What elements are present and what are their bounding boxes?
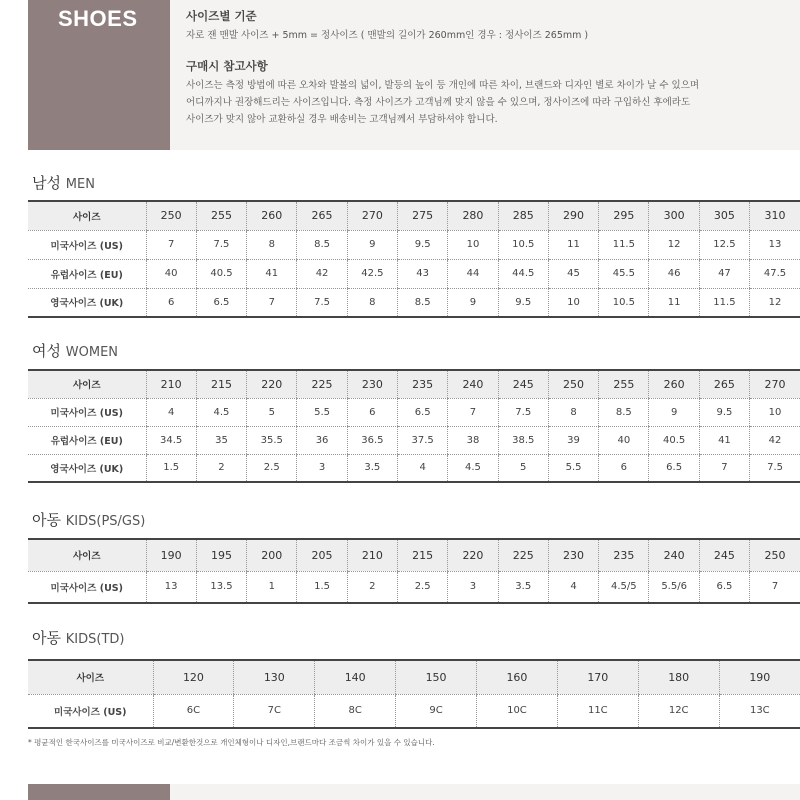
size-header-cell: 120 [153, 660, 234, 694]
size-value-cell: 13C [719, 694, 800, 728]
size-header-cell: 260 [649, 370, 699, 398]
women-title-ko: 여성 [32, 342, 61, 360]
size-value-cell: 1 [247, 571, 297, 603]
row-label: 사이즈 [28, 660, 153, 694]
size-value-cell: 7 [750, 571, 800, 603]
size-value-cell: 3.5 [498, 571, 548, 603]
size-header-cell: 280 [448, 201, 498, 230]
size-standard-title: 사이즈별 기준 [186, 9, 257, 23]
kids-td-section-title [32, 627, 124, 648]
size-header-cell: 150 [396, 660, 477, 694]
size-header-cell: 255 [196, 201, 246, 230]
size-value-cell: 34.5 [146, 426, 196, 454]
table-row [28, 201, 800, 230]
size-header-cell: 225 [297, 370, 347, 398]
kids-psgs-title-ko: 아동 [32, 511, 61, 529]
size-value-cell: 4.5/5 [599, 571, 649, 603]
size-header-cell: 240 [649, 539, 699, 571]
women-size-table [28, 369, 800, 483]
size-value-cell: 10 [448, 230, 498, 259]
size-value-cell: 2.5 [247, 454, 297, 482]
size-header-cell: 250 [750, 539, 800, 571]
size-value-cell: 10 [750, 398, 800, 426]
size-value-cell: 40 [146, 259, 196, 288]
size-value-cell: 11 [548, 230, 598, 259]
size-value-cell: 10.5 [498, 230, 548, 259]
size-header-cell: 235 [398, 370, 448, 398]
size-value-cell: 11C [557, 694, 638, 728]
kids-psgs-section-title [32, 509, 145, 530]
size-value-cell: 9C [396, 694, 477, 728]
size-value-cell: 4 [398, 454, 448, 482]
size-value-cell: 3.5 [347, 454, 397, 482]
purchase-notes-line-2: 어디까지나 권장해드리는 사이즈입니다. 측정 사이즈가 고객님께 맞지 않을 수 있으며, 정사이즈에 따라 구입하신 후에라도 [186, 97, 691, 108]
row-label: 사이즈 [28, 201, 146, 230]
size-value-cell: 6 [146, 288, 196, 317]
row-label: 사이즈 [28, 539, 146, 571]
size-value-cell: 5.5 [548, 454, 598, 482]
purchase-notes-text [186, 77, 786, 128]
size-header-cell: 210 [146, 370, 196, 398]
size-value-cell: 7.5 [297, 288, 347, 317]
size-header-cell: 205 [297, 539, 347, 571]
size-value-cell: 35.5 [247, 426, 297, 454]
table-row [28, 426, 800, 454]
women-title-en: WOMEN [65, 345, 119, 360]
table-row [28, 398, 800, 426]
size-value-cell: 10.5 [599, 288, 649, 317]
size-value-cell: 41 [699, 426, 749, 454]
size-value-cell: 13.5 [196, 571, 246, 603]
table-row [28, 288, 800, 317]
size-value-cell: 41 [247, 259, 297, 288]
size-value-cell: 45 [548, 259, 598, 288]
size-header-cell: 220 [448, 539, 498, 571]
size-value-cell: 10 [548, 288, 598, 317]
size-value-cell: 6.5 [398, 398, 448, 426]
size-header-cell: 140 [315, 660, 396, 694]
size-value-cell: 8.5 [398, 288, 448, 317]
size-guide-header [28, 0, 800, 150]
size-value-cell: 10C [477, 694, 558, 728]
size-header-cell: 250 [548, 370, 598, 398]
size-value-cell: 42 [297, 259, 347, 288]
size-value-cell: 3 [297, 454, 347, 482]
size-value-cell: 42 [750, 426, 800, 454]
size-value-cell: 2.5 [398, 571, 448, 603]
size-value-cell: 8 [548, 398, 598, 426]
size-value-cell: 12 [750, 288, 800, 317]
table-row [28, 539, 800, 571]
size-header-cell: 250 [146, 201, 196, 230]
size-value-cell: 11.5 [599, 230, 649, 259]
size-header-cell: 240 [448, 370, 498, 398]
size-value-cell: 5 [247, 398, 297, 426]
size-header-cell: 130 [234, 660, 315, 694]
row-label: 사이즈 [28, 370, 146, 398]
size-header-cell: 190 [146, 539, 196, 571]
size-header-cell: 170 [557, 660, 638, 694]
size-value-cell: 4.5 [448, 454, 498, 482]
size-value-cell: 47 [699, 259, 749, 288]
size-header-cell: 215 [398, 539, 448, 571]
size-value-cell: 7 [699, 454, 749, 482]
header-info [186, 8, 786, 128]
size-header-cell: 245 [699, 539, 749, 571]
table-row [28, 259, 800, 288]
size-value-cell: 9 [347, 230, 397, 259]
size-value-cell: 6 [347, 398, 397, 426]
size-value-cell: 5.5/6 [649, 571, 699, 603]
size-value-cell: 9.5 [398, 230, 448, 259]
size-value-cell: 12 [649, 230, 699, 259]
size-standard-text: 자로 잰 맨발 사이즈 + 5mm = 정사이즈 ( 맨발의 길이가 260mm인 경우 : 정사이즈 265mm ) [186, 30, 589, 41]
size-value-cell: 5.5 [297, 398, 347, 426]
size-value-cell: 13 [146, 571, 196, 603]
size-header-cell: 160 [477, 660, 558, 694]
size-value-cell: 6.5 [196, 288, 246, 317]
kids-td-title-en: KIDS(TD) [65, 632, 125, 647]
size-header-cell: 265 [699, 370, 749, 398]
size-value-cell: 36.5 [347, 426, 397, 454]
brand-box [28, 0, 170, 150]
size-header-cell: 180 [638, 660, 719, 694]
size-value-cell: 4.5 [196, 398, 246, 426]
size-header-cell: 230 [347, 370, 397, 398]
size-value-cell: 7.5 [750, 454, 800, 482]
row-label: 미국사이즈 (US) [28, 230, 146, 259]
row-label: 유럽사이즈 (EU) [28, 259, 146, 288]
size-value-cell: 6.5 [649, 454, 699, 482]
size-value-cell: 46 [649, 259, 699, 288]
size-value-cell: 6C [153, 694, 234, 728]
purchase-notes-line-3: 사이즈가 맞지 않아 교환하실 경우 배송비는 고객님께서 부담하셔야 합니다. [186, 114, 498, 125]
size-value-cell: 6 [599, 454, 649, 482]
size-header-cell: 190 [719, 660, 800, 694]
size-value-cell: 2 [347, 571, 397, 603]
bottom-brand-box [28, 784, 170, 800]
size-value-cell: 42.5 [347, 259, 397, 288]
size-value-cell: 9.5 [699, 398, 749, 426]
size-value-cell: 7C [234, 694, 315, 728]
size-value-cell: 12C [638, 694, 719, 728]
row-label: 영국사이즈 (UK) [50, 298, 124, 310]
size-value-cell: 38 [448, 426, 498, 454]
size-value-cell: 5 [498, 454, 548, 482]
size-value-cell: 38.5 [498, 426, 548, 454]
size-value-cell: 36 [297, 426, 347, 454]
size-header-cell: 275 [398, 201, 448, 230]
size-value-cell: 13 [750, 230, 800, 259]
size-value-cell: 11.5 [699, 288, 749, 317]
size-header-cell: 225 [498, 539, 548, 571]
size-value-cell: 40.5 [196, 259, 246, 288]
size-value-cell: 11 [649, 288, 699, 317]
size-header-cell: 300 [649, 201, 699, 230]
size-header-cell: 295 [599, 201, 649, 230]
row-label: 유럽사이즈 (EU) [28, 426, 146, 454]
size-value-cell: 45.5 [599, 259, 649, 288]
size-value-cell: 6.5 [699, 571, 749, 603]
size-value-cell: 8C [315, 694, 396, 728]
size-value-cell: 4 [548, 571, 598, 603]
size-header-cell: 215 [196, 370, 246, 398]
size-value-cell: 47.5 [750, 259, 800, 288]
brand-title: SHOES [58, 6, 138, 31]
size-value-cell: 1.5 [297, 571, 347, 603]
size-value-cell: 7.5 [498, 398, 548, 426]
size-header-cell: 270 [347, 201, 397, 230]
size-value-cell: 7 [146, 230, 196, 259]
size-header-cell: 195 [196, 539, 246, 571]
table-row [28, 370, 800, 398]
table-row [28, 571, 800, 603]
size-value-cell: 7 [448, 398, 498, 426]
size-header-cell: 220 [247, 370, 297, 398]
table-row [28, 660, 800, 694]
kids-psgs-title-en: KIDS(PS/GS) [65, 514, 146, 529]
size-value-cell: 9 [649, 398, 699, 426]
size-value-cell: 43 [398, 259, 448, 288]
women-section-title [32, 340, 118, 361]
men-title-en: MEN [65, 177, 95, 192]
size-header-cell: 200 [247, 539, 297, 571]
kids-psgs-size-table [28, 538, 800, 604]
size-value-cell: 8.5 [297, 230, 347, 259]
footnote: * 평균적인 한국사이즈를 미국사이즈로 비교/변환한것으로 개인체형이나 디자인,브랜드마다 조금씩 차이가 있을 수 있습니다. [28, 738, 435, 747]
size-header-cell: 230 [548, 539, 598, 571]
size-value-cell: 1.5 [146, 454, 196, 482]
size-value-cell: 4 [146, 398, 196, 426]
row-label: 미국사이즈 (US) [54, 706, 127, 718]
size-header-cell: 305 [699, 201, 749, 230]
kids-td-title-ko: 아동 [32, 629, 61, 647]
size-value-cell: 2 [196, 454, 246, 482]
size-value-cell: 7 [247, 288, 297, 317]
row-label: 미국사이즈 (US) [50, 582, 123, 594]
size-value-cell: 35 [196, 426, 246, 454]
row-label: 영국사이즈 (UK) [50, 463, 124, 475]
table-row [28, 454, 800, 482]
size-value-cell: 9 [448, 288, 498, 317]
size-value-cell: 40.5 [649, 426, 699, 454]
size-header-cell: 265 [297, 201, 347, 230]
men-title-ko: 남성 [32, 174, 61, 192]
size-value-cell: 40 [599, 426, 649, 454]
purchase-notes-line-1: 사이즈는 측정 방법에 따른 오차와 발볼의 넓이, 발등의 높이 등 개인에 따른 차이, 브랜드와 디자인 별로 차이가 날 수 있으며 [186, 80, 700, 91]
size-value-cell: 8 [347, 288, 397, 317]
size-header-cell: 255 [599, 370, 649, 398]
size-header-cell: 285 [498, 201, 548, 230]
size-header-cell: 270 [750, 370, 800, 398]
size-value-cell: 9.5 [498, 288, 548, 317]
size-value-cell: 44.5 [498, 259, 548, 288]
size-header-cell: 310 [750, 201, 800, 230]
size-value-cell: 8 [247, 230, 297, 259]
table-row [28, 230, 800, 259]
table-row [28, 694, 800, 728]
size-value-cell: 39 [548, 426, 598, 454]
size-header-cell: 290 [548, 201, 598, 230]
size-value-cell: 37.5 [398, 426, 448, 454]
size-header-cell: 210 [347, 539, 397, 571]
size-value-cell: 7.5 [196, 230, 246, 259]
size-value-cell: 3 [448, 571, 498, 603]
size-value-cell: 12.5 [699, 230, 749, 259]
row-label: 미국사이즈 (US) [28, 398, 146, 426]
size-header-cell: 260 [247, 201, 297, 230]
kids-td-size-table [28, 659, 800, 729]
men-section-title [32, 172, 95, 193]
size-header-cell: 245 [498, 370, 548, 398]
men-size-table [28, 200, 800, 318]
size-header-cell: 235 [599, 539, 649, 571]
size-value-cell: 44 [448, 259, 498, 288]
purchase-notes-title: 구매시 참고사항 [186, 59, 268, 73]
size-value-cell: 8.5 [599, 398, 649, 426]
